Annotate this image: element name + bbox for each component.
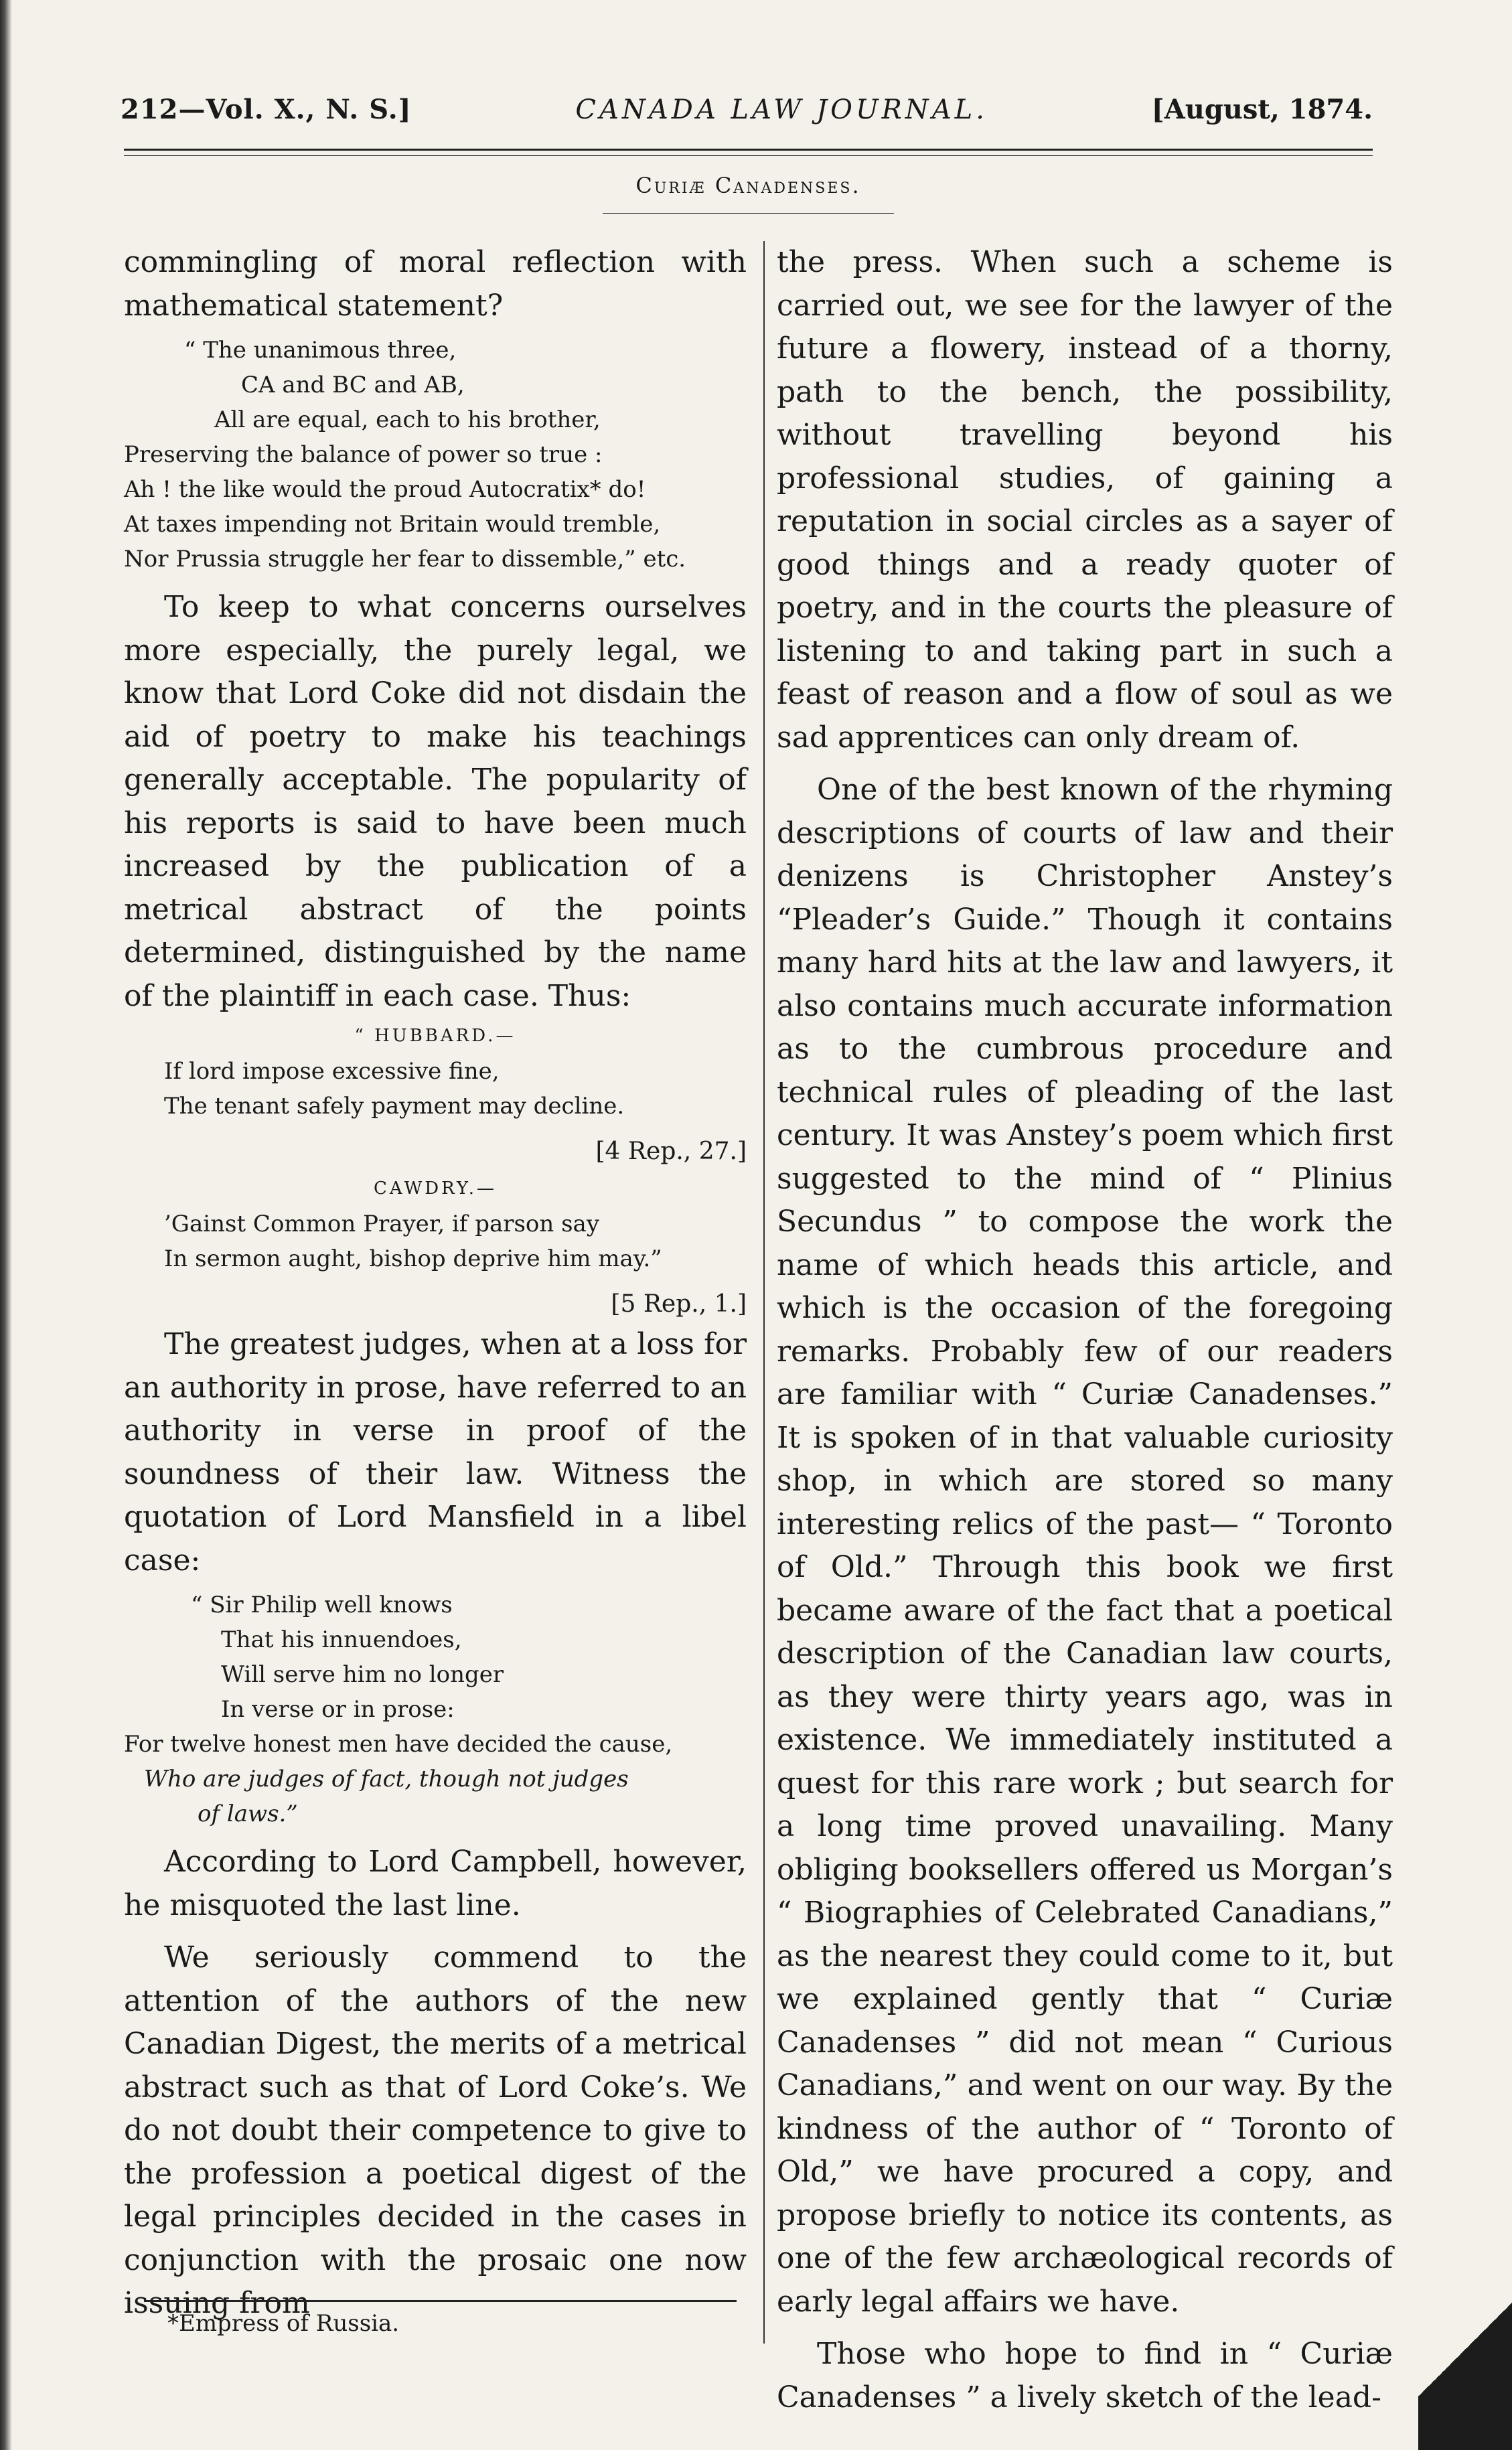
right-paragraph-2: One of the best known of the rhyming descriptions of courts of law and their denizens is Christopher Anstey’s “Pleader’s Guide.” Though it contains many hard hits at the law and lawyers, it also contains much accurate information as to the cumbrous procedure and technical rules of pleading of the last century. It was Anstey’s poem which first suggested to the mind of “ Plinius Secundus ” to compose the work the name of which heads this article, and which is the occasion of the foregoing remarks. Probably few of our readers are familiar with “ Curiæ Canadenses.” It is spoken of in that valuable curiosity shop, in which are stored so many interesting relics of the past— “ Toronto of Old.” Through this book we first became aware of the fact that a poetical description of the Canadian law courts, as they were thirty years ago, was in existence. We immediately instituted a quest for this rare work ; but search for a long time proved unavailing. Many obliging booksellers offered us Morgan’s “ Biographies of Celebrated Canadians,” as the nearest they could come to it, but we explained gently that “ Curiæ Canadenses ” did not mean “ Curious Canadians,” and went on our way. By the kindness of the author of “ Toronto of Old,” we have procured a copy, and propose briefly to notice its contents, as one of the few archæological records of early legal affairs we have. [777, 773, 1393, 2319]
running-header [121, 94, 1373, 134]
right-paragraph-3: Those who hope to find in “ Curiæ Canadenses ” a lively sketch of the lead- [777, 2337, 1393, 2415]
verse-line-italic: of laws.” [198, 1801, 298, 1827]
verse-line: ’Gainst Common Prayer, if parson say [164, 1211, 600, 1237]
left-paragraph-1: commingling of moral reflection with mathematical statement? [124, 245, 747, 323]
verse-line: Will serve him no longer [221, 1661, 504, 1688]
header-journal-title: CANADA LAW JOURNAL. [575, 94, 988, 125]
verse-line: The tenant safely payment may decline. [164, 1093, 625, 1120]
section-title: Curiæ Canadenses. [635, 173, 861, 198]
verse-line: All are equal, each to his brother, [214, 406, 601, 433]
verse-line: If lord impose excessive fine, [164, 1058, 500, 1085]
verse-heading-hubbard: “ HUBBARD.— [354, 1026, 516, 1046]
verse-sir-philip [124, 1588, 747, 1831]
header-volume: 212—Vol. X., N. S.] [121, 94, 412, 125]
verse-line: “ The unanimous three, [184, 337, 457, 364]
column-divider [763, 241, 765, 2344]
page-corner-shadow [1418, 2249, 1512, 2450]
left-paragraph-5: We seriously commend to the attention of the authors of the new Canadian Digest, the merits of a metrical abstract such as that of Lord Coke’s. We do not doubt their competence to give to the profession a poetical digest of the legal principles decided in the cases in conjunction with the prosaic one now issuing from [124, 1940, 747, 2320]
header-rule-top [124, 149, 1373, 151]
left-column [124, 241, 747, 2325]
footnote-empress: *Empress of Russia. [167, 2310, 400, 2337]
header-date: [August, 1874. [1151, 94, 1373, 125]
verse-line: Nor Prussia struggle her fear to dissemble,” etc. [124, 546, 686, 572]
left-paragraph-4: According to Lord Campbell, however, he misquoted the last line. [124, 1845, 747, 1922]
verse-unanimous-three [124, 333, 747, 577]
verse-line: “ Sir Philip well knows [191, 1592, 453, 1618]
header-rule-bottom [124, 155, 1373, 156]
verse-line-italic: Who are judges of fact, though not judges [144, 1766, 629, 1792]
verse-line: For twelve honest men have decided the cause, [124, 1731, 673, 1758]
verse-line: At taxes impending not Britain would tremble, [124, 511, 661, 538]
verse-line: In sermon aught, bishop deprive him may.” [164, 1245, 662, 1272]
verse-line: CA and BC and AB, [241, 372, 465, 398]
citation-4-rep-27: [4 Rep., 27.] [595, 1138, 747, 1165]
right-column [777, 241, 1393, 2419]
verse-cawdry [124, 1207, 747, 1276]
right-paragraph-1: the press. When such a scheme is carried out, we see for the lawyer of the future a flowery, instead of a thorny, path to the bench, the possibility, without travelling beyond his professional studies, of gaining a reputation in social circles as a sayer of good things and a ready quoter of poetry, and in the courts the pleasure of listening to and taking part in such a feast of reason and a flow of soul as we sad apprentices can only dream of. [777, 245, 1393, 755]
footnote-rule [144, 2300, 737, 2302]
verse-line: Preserving the balance of power so true : [124, 441, 603, 468]
verse-heading-cawdry: CAWDRY.— [373, 1178, 498, 1199]
verse-line: That his innuendoes, [221, 1626, 462, 1653]
verse-hubbard [124, 1054, 747, 1124]
page-edge-shadow [0, 0, 12, 2450]
left-paragraph-3: The greatest judges, when at a loss for an authority in prose, have referred to an authority in verse in proof of the soundness of their law. Witness the quotation of Lord Mansfield in a libel case: [124, 1327, 747, 1578]
verse-line: Ah ! the like would the proud Autocratix* do! [124, 476, 646, 503]
verse-line: In verse or in prose: [221, 1696, 455, 1723]
left-paragraph-2: To keep to what concerns ourselves more especially, the purely legal, we know that Lord Coke did not disdain the aid of poetry to make his teachings generally acceptable. The popularity of his reports is said to have been much increased by the publication of a metrical abstract of the points determined, distinguished by the name of the plaintiff in each case. Thus: [124, 590, 747, 1013]
section-rule [603, 213, 894, 214]
citation-5-rep-1: [5 Rep., 1.] [611, 1290, 747, 1318]
